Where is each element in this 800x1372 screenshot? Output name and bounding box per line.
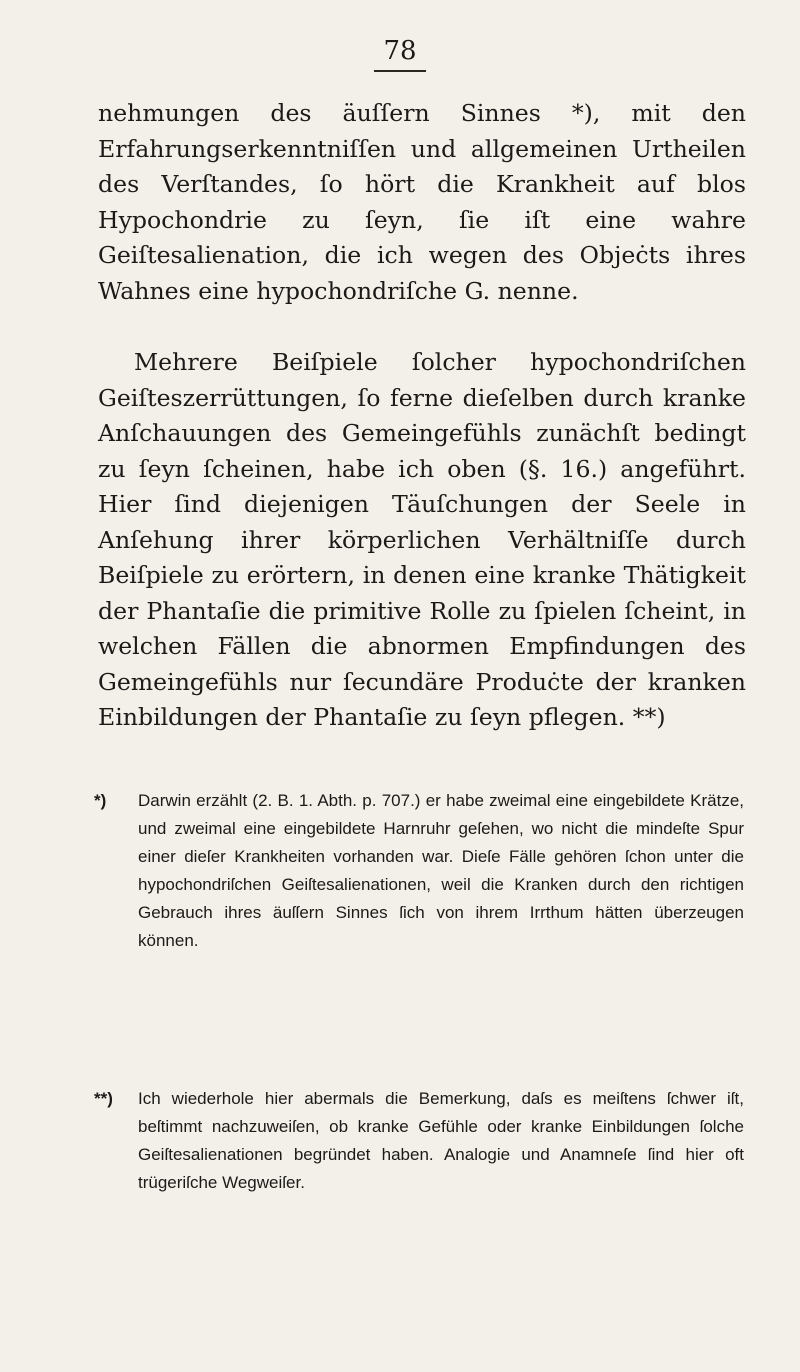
- footnote-1: [94, 787, 744, 955]
- paragraph-1: nehmungen des äuſſern Sinnes *), mit den Erfahrungserkenntniſſen und allgemeinen Urtheilen des Verſtandes, ſo hört die Krankheit auf blos Hypochondrie zu ſeyn, ſie iſt eine wahre Geiſtesalienation, die ich wegen des Objeċts ihres Wahnes eine hypochondriſche G. nenne.: [98, 99, 746, 305]
- page-number: 78: [383, 36, 417, 66]
- footnote-2: [94, 1085, 744, 1197]
- footnote-1-marker: *): [94, 791, 107, 810]
- footnote-2-marker: **): [94, 1089, 113, 1108]
- page-number-rule: [374, 70, 426, 72]
- main-text: [98, 96, 746, 736]
- footnote-1-text: Darwin erzählt (2. B. 1. Abth. p. 707.) er habe zweimal eine eingebildete Krätze, und zweimal eine eingebildete Harnruhr geſehen, wo nicht die mindeſte Spur einer dieſer Krankheiten vorhanden war. Dieſe Fälle gehören ſchon unter die hypochondriſchen Geiſtesalienationen, weil die Kranken durch den richtigen Gebrauch ihres äuſſern Sinnes ſich von ihrem Irrthum hätten überzeugen können.: [138, 791, 744, 950]
- paragraph-2: Mehrere Beiſpiele ſolcher hypochondriſchen Geiſteszerrüttungen, ſo ferne dieſelben durch kranke Anſchauungen des Gemeingefühls zunächſt bedingt zu ſeyn ſcheinen, habe ich oben (§. 16.) angeführt. Hier ſind diejenigen Täuſchungen der Seele in Anſehung ihrer körperlichen Verhältniſſe durch Beiſpiele zu erörtern, in denen eine kranke Thätigkeit der Phantaſie die primitive Rolle zu ſpielen ſcheint, in welchen Fällen die abnormen Empfindungen des Gemeingefühls nur ſecundäre Produċte der kranken Einbildungen der Phantaſie zu ſeyn pflegen. **): [98, 348, 746, 731]
- footnote-2-text: Ich wiederhole hier abermals die Bemerkung, daſs es meiſtens ſchwer iſt, beſtimmt nachzuweiſen, ob kranke Gefühle oder kranke Einbildungen ſolche Geiſtesalienationen begründet haben. Analogie und Anamneſe ſind hier oft trügeriſche Wegweiſer.: [138, 1089, 744, 1192]
